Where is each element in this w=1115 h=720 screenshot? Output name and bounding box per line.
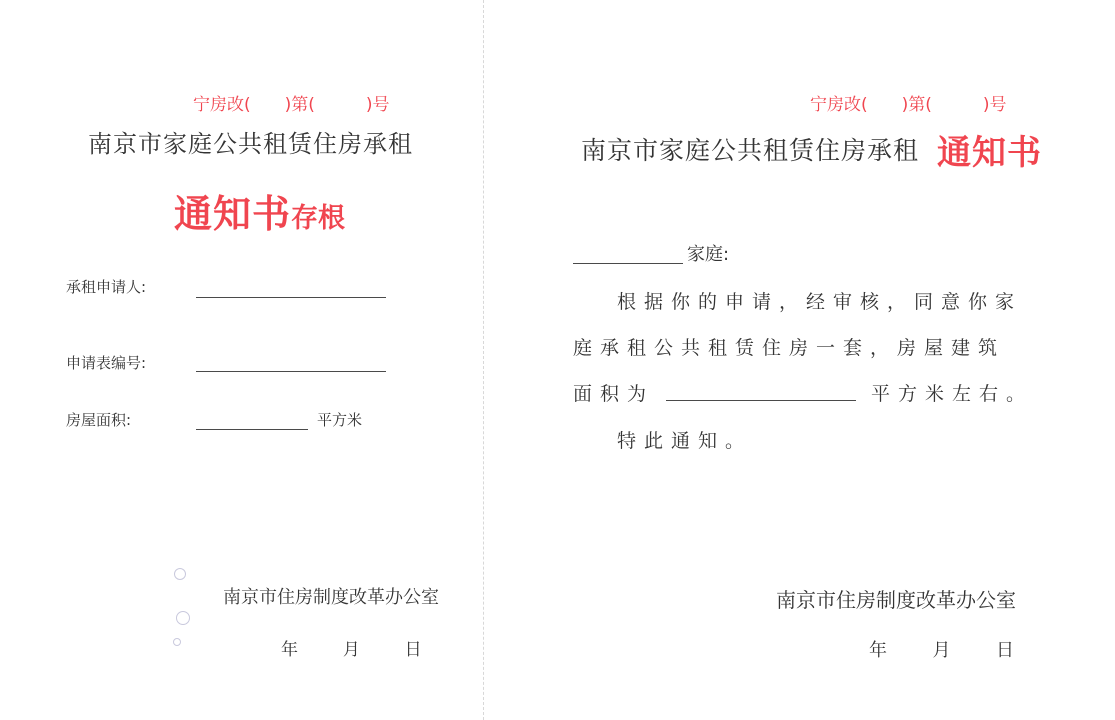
area-field[interactable] (196, 429, 308, 430)
stub-big-title-main: 通知书 (174, 192, 292, 236)
stub-office-name: 南京市住房制度改革办公室 (223, 587, 439, 608)
ink-stain (176, 611, 190, 625)
family-name-field[interactable] (573, 263, 683, 264)
body-line-2: 庭承租公共租赁住房一套，房屋建筑 (573, 337, 1006, 359)
area-label: 房屋面积: (66, 411, 132, 429)
building-area-field[interactable] (666, 400, 856, 401)
body-line-3-prefix: 面积为 (573, 383, 655, 405)
notice-date-month: 月 (932, 640, 951, 661)
stub-date (281, 635, 422, 660)
ink-stain (174, 568, 186, 580)
notice-title: 南京市家庭公共租赁住房承租 (581, 136, 920, 165)
family-label: 家庭: (687, 244, 730, 265)
form-number-label: 申请表编号: (66, 354, 147, 372)
stub-date-day: 日 (404, 640, 422, 660)
stub-doc-number: 宁房改( )第( )号 (193, 95, 390, 115)
stub-big-title-suffix: 存根 (291, 203, 346, 234)
stub-title: 南京市家庭公共租赁住房承租 (88, 130, 413, 158)
applicant-field[interactable] (196, 297, 386, 298)
ink-stain (173, 638, 181, 646)
applicant-label: 承租申请人: (66, 278, 147, 296)
form-number-field[interactable] (196, 371, 386, 372)
body-line-3-suffix: 平方米左右。 (871, 383, 1034, 405)
area-unit: 平方米 (317, 411, 363, 429)
notice-doc-number: 宁房改( )第( )号 (810, 95, 1007, 115)
notice-date-day: 日 (995, 640, 1014, 661)
notice-office-name: 南京市住房制度改革办公室 (776, 588, 1016, 612)
stub-date-year: 年 (281, 640, 298, 660)
stub-big-title (174, 183, 345, 238)
notice-date (869, 636, 1014, 662)
perforation-divider (483, 0, 484, 720)
body-line-1: 根据你的申请，经审核，同意你家 (617, 291, 1023, 313)
body-line-4: 特此通知。 (617, 430, 753, 452)
stub-date-month: 月 (342, 640, 360, 660)
notice-date-year: 年 (869, 640, 887, 661)
notice-big-title: 通知书 (937, 133, 1042, 173)
